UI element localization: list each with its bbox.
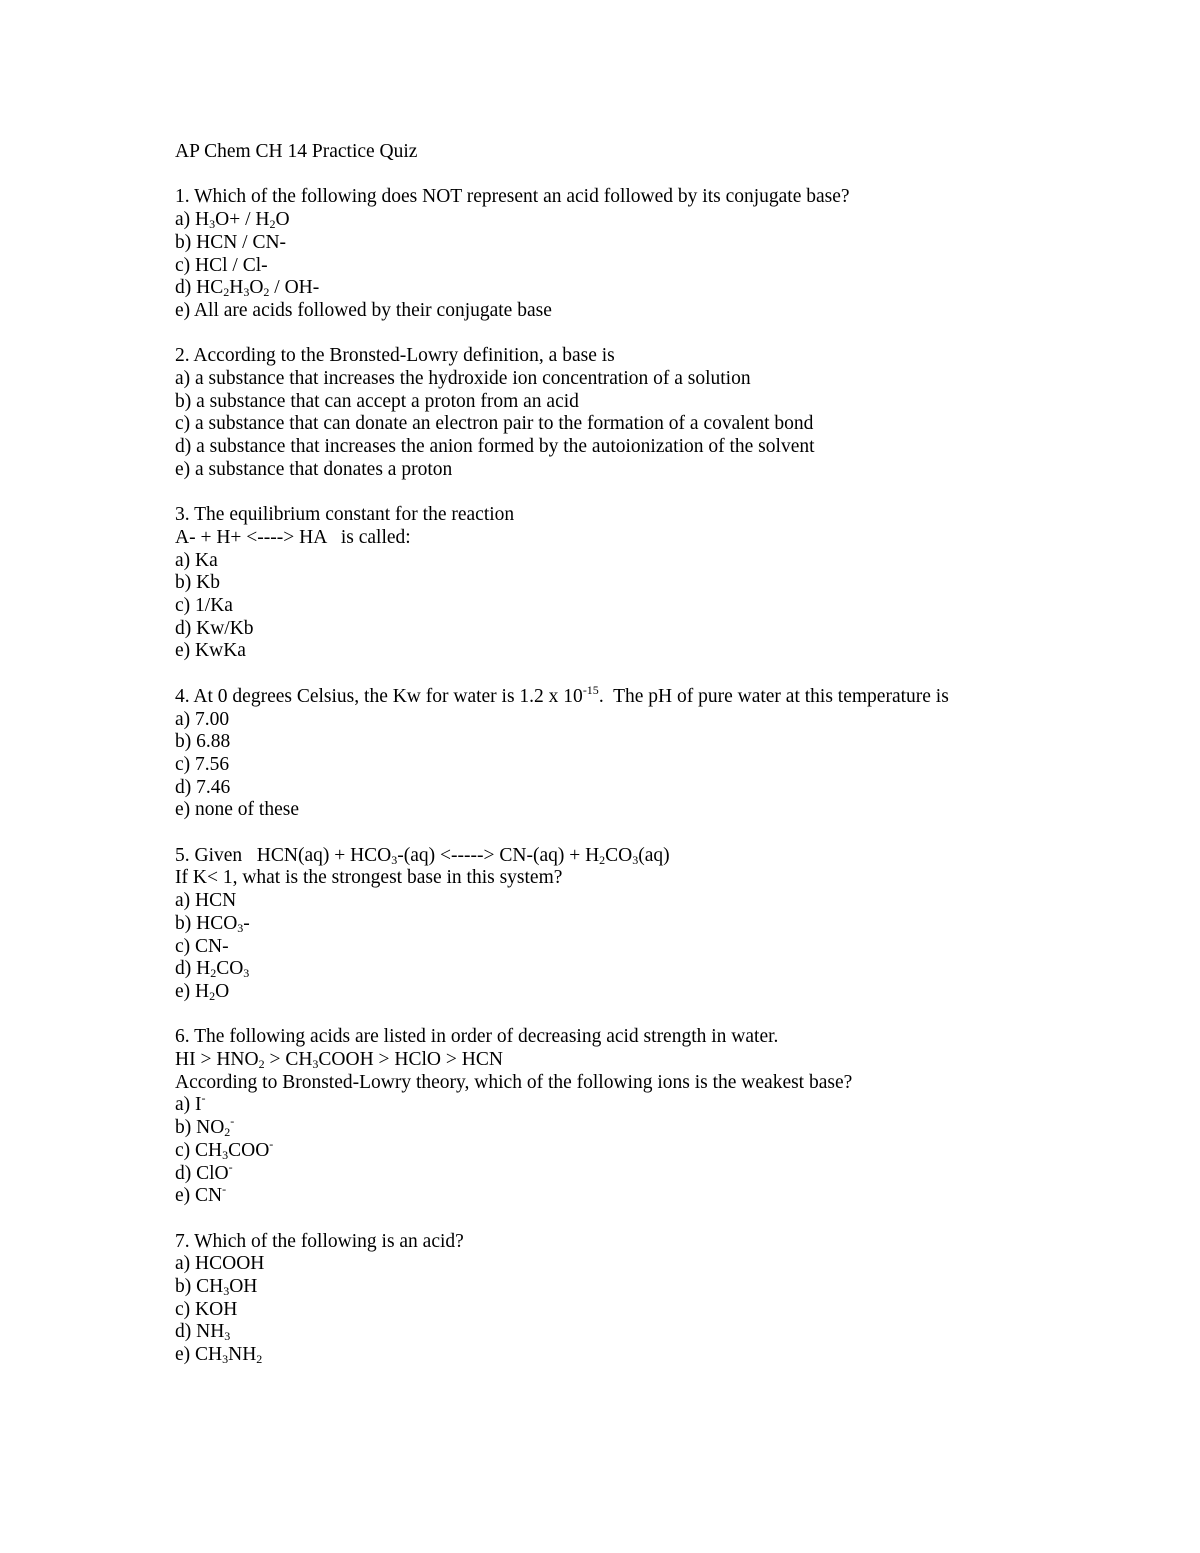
text-run: e) a substance that donates a proton [175, 458, 453, 480]
text-run: A- + H+ <----> HA is called: [175, 526, 411, 548]
spacer [175, 323, 1165, 346]
question-stem [175, 186, 1165, 209]
spacer [175, 1004, 1165, 1027]
answer-option [175, 958, 1165, 981]
text-run: e) H [175, 980, 210, 1002]
subscript: 2 [263, 285, 270, 300]
text-run: c) KOH [175, 1298, 238, 1320]
text-run: a) HCOOH [175, 1253, 265, 1275]
question-2 [175, 345, 1165, 481]
superscript: - [201, 1091, 206, 1106]
question-stem [175, 1231, 1165, 1254]
subscript: 3 [224, 1329, 231, 1344]
text-run: > CH [264, 1049, 313, 1071]
text-run: d) a substance that increases the anion formed by the autoionization of the solvent [175, 436, 815, 458]
spacer [175, 164, 1165, 187]
answer-option [175, 1321, 1165, 1344]
text-run: O [249, 277, 264, 299]
text-run: (aq) [638, 844, 670, 866]
spacer [175, 482, 1165, 505]
answer-option [175, 1182, 1165, 1208]
subscript: 2 [209, 988, 216, 1003]
answer-option [175, 550, 1165, 573]
subscript: 3 [243, 966, 250, 981]
text-run: O [275, 209, 290, 231]
text-run: - [243, 912, 250, 934]
subscript: 2 [258, 1057, 265, 1072]
question-stem [175, 345, 1165, 368]
answer-option [175, 391, 1165, 414]
text-run: 2. According to the Bronsted-Lowry definition, a base is [175, 345, 615, 367]
text-run: c) 1/Ka [175, 595, 233, 617]
answer-option [175, 572, 1165, 595]
text-run: 3. The equilibrium constant for the reaction [175, 504, 515, 526]
text-run: . The pH of pure water at this temperature is [598, 685, 949, 707]
answer-option [175, 368, 1165, 391]
superscript: - [269, 1136, 274, 1151]
superscript: -15 [582, 682, 599, 697]
text-run: a) a substance that increases the hydroxide ion concentration of a solution [175, 368, 751, 389]
subscript: 3 [391, 852, 398, 867]
question-stem [175, 845, 1165, 868]
answer-option [175, 1253, 1165, 1276]
text-run: H [229, 277, 244, 299]
text-run: b) Kb [175, 572, 220, 594]
question-3 [175, 504, 1165, 663]
subscript: 3 [209, 217, 216, 232]
text-run: d) 7.46 [175, 776, 231, 798]
question-stem [175, 1049, 1165, 1072]
question-stem [175, 504, 1165, 527]
question-stem [175, 527, 1165, 550]
text-run: b) CH [175, 1276, 224, 1298]
text-run: 7. Which of the following is an acid? [175, 1230, 464, 1252]
answer-option [175, 1276, 1165, 1299]
answer-option [175, 890, 1165, 913]
question-stem [175, 867, 1165, 890]
text-run: d) Kw/Kb [175, 617, 254, 639]
text-run: b) NO [175, 1117, 225, 1139]
text-run: c) 7.56 [175, 753, 230, 775]
text-run: b) HCO [175, 912, 238, 934]
text-run: d) ClO [175, 1162, 229, 1184]
text-run: 5. Given HCN(aq) + HCO [175, 844, 392, 866]
text-run: c) CH [175, 1139, 223, 1161]
answer-option [175, 459, 1165, 482]
superscript: - [228, 1159, 233, 1174]
text-run: CO [216, 958, 244, 980]
subscript: 3 [312, 1057, 319, 1072]
answer-option [175, 777, 1165, 800]
subscript: 3 [222, 1147, 229, 1162]
subscript: 2 [599, 852, 606, 867]
subscript: 2 [224, 1125, 231, 1140]
text-run: -(aq) <-----> CN-(aq) + H [397, 844, 600, 866]
answer-option [175, 413, 1165, 436]
text-run: If K< 1, what is the strongest base in this system? [175, 867, 563, 889]
question-1 [175, 186, 1165, 322]
text-run: a) H [175, 209, 210, 231]
answer-option [175, 255, 1165, 278]
text-run: e) KwKa [175, 640, 246, 662]
text-run: OH [229, 1276, 258, 1298]
question-4 [175, 682, 1165, 822]
answer-option [175, 209, 1165, 232]
text-run: HI > HNO [175, 1049, 259, 1071]
text-run: b) 6.88 [175, 731, 231, 753]
text-run: b) HCN / CN- [175, 231, 287, 253]
answer-option [175, 981, 1165, 1004]
answer-option [175, 1136, 1165, 1163]
answer-option [175, 1159, 1165, 1186]
text-run: a) Ka [175, 549, 218, 571]
answer-option [175, 300, 1165, 323]
text-run: c) a substance that can donate an electron pair to the formation of a covalent bond [175, 413, 814, 435]
subscript: 3 [223, 1284, 230, 1299]
text-run: According to Bronsted-Lowry theory, which of the following ions is the weakest base? [175, 1071, 853, 1093]
subscript: 3 [237, 920, 244, 935]
text-run: CO [605, 844, 633, 866]
text-run: d) H [175, 958, 211, 980]
answer-option [175, 277, 1165, 300]
subscript: 3 [222, 1352, 229, 1367]
answer-option [175, 754, 1165, 777]
answer-option [175, 1344, 1165, 1367]
subscript: 2 [223, 285, 230, 300]
answer-option [175, 709, 1165, 732]
text-run: e) All are acids followed by their conjugate base [175, 299, 552, 321]
question-7 [175, 1231, 1165, 1367]
text-run: c) HCl / Cl- [175, 254, 268, 276]
spacer [175, 663, 1165, 686]
answer-option [175, 913, 1165, 936]
answer-option [175, 595, 1165, 618]
text-run: 1. Which of the following does NOT represent an acid followed by its conjugate base? [175, 186, 850, 208]
answer-option [175, 936, 1165, 959]
superscript: - [222, 1182, 227, 1197]
text-run: e) none of these [175, 799, 299, 821]
text-run: 4. At 0 degrees Celsius, the Kw for water is 1.2 x 10 [175, 685, 583, 707]
answer-option [175, 1299, 1165, 1322]
answer-option [175, 618, 1165, 641]
superscript: - [230, 1114, 235, 1129]
text-run: c) CN- [175, 935, 229, 957]
answer-option [175, 640, 1165, 663]
text-run: O [215, 980, 230, 1002]
text-run: NH [228, 1344, 257, 1366]
text-run: COOH > HClO > HCN [318, 1049, 503, 1071]
text-run: d) HC [175, 277, 224, 299]
text-run: O+ / H [215, 209, 270, 231]
question-stem [175, 1072, 1165, 1095]
question-stem [175, 682, 1165, 709]
text-run: / OH- [269, 277, 320, 299]
answer-option [175, 799, 1165, 822]
text-run: d) NH [175, 1321, 225, 1343]
text-run: a) 7.00 [175, 708, 230, 730]
text-run: COO [228, 1139, 270, 1161]
subscript: 3 [243, 285, 250, 300]
question-list [175, 164, 1165, 1367]
text-run: b) a substance that can accept a proton from an acid [175, 390, 579, 412]
spacer [175, 822, 1165, 845]
spacer [175, 1208, 1165, 1231]
subscript: 2 [269, 217, 276, 232]
answer-option [175, 436, 1165, 459]
question-6 [175, 1026, 1165, 1208]
subscript: 2 [210, 966, 217, 981]
answer-option [175, 731, 1165, 754]
subscript: 3 [632, 852, 639, 867]
question-5 [175, 845, 1165, 1004]
text-run: 6. The following acids are listed in order of decreasing acid strength in water. [175, 1026, 779, 1048]
quiz-page [175, 141, 1165, 1367]
text-run: e) CN [175, 1185, 223, 1207]
question-stem [175, 1026, 1165, 1049]
answer-option [175, 1091, 1165, 1117]
text-run: a) I [175, 1094, 202, 1116]
answer-option [175, 1114, 1165, 1140]
answer-option [175, 232, 1165, 255]
subscript: 2 [256, 1352, 263, 1367]
page-title: AP Chem CH 14 Practice Quiz [175, 141, 418, 162]
text-run: e) CH [175, 1344, 223, 1366]
text-run: a) HCN [175, 890, 237, 912]
